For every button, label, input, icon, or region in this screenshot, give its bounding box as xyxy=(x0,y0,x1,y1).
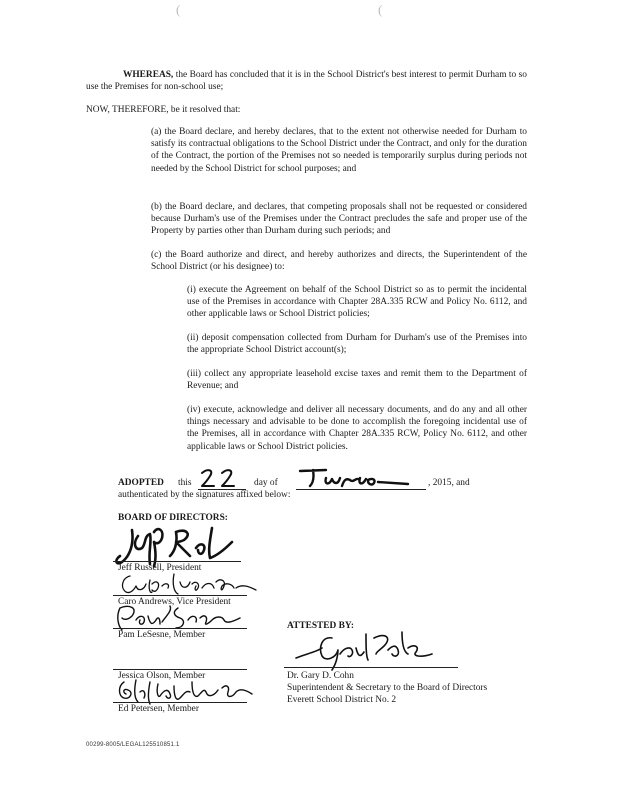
attester-district: Everett School District No. 2 xyxy=(287,695,397,705)
day-value: 22 xyxy=(198,466,199,467)
attester-title: Superintendent & Secretary to the Board of Directors xyxy=(287,683,488,693)
document-footer-id: 00299-8005/LEGAL125510851.1 xyxy=(86,742,180,748)
adopted-line2: authenticated by the signatures affixed below: xyxy=(118,490,291,500)
adopted-day-of: day of xyxy=(254,478,278,488)
month-underline xyxy=(296,489,426,490)
now-therefore-paragraph: NOW, THEREFORE, be it resolved that: xyxy=(86,105,241,115)
director-russell: Jeff Russell, President xyxy=(118,563,202,573)
clause-a: (a) the Board declare, and hereby declares, that to the extent not otherwise needed for Durham to satisfy its contractual obligations to the School District under the Contract, and only for the duration of the Contract, the portion of the Premises not so needed is temporarily surplus during periods not needed by the School District for school purposes; and xyxy=(151,127,527,174)
day-handwriting xyxy=(198,466,246,490)
whereas-text: the Board has concluded that it is in the School District's best interest to permit Durham to so use the Premises for non-school use; xyxy=(86,70,527,93)
subclause-i: (i) execute the Agreement on behalf of the School District so as to permit the incidental use of the Premises in accordance with Chapter 28A.335 RCW and Policy No. 6112, and other applicable laws or School District policies; xyxy=(187,285,527,320)
director-lesesne: Pam LeSesne, Member xyxy=(118,630,206,640)
clause-b: (b) the Board declare, and declares, that competing proposals shall not be requested or considered because Durham's use of the Premises under the Contract precludes the safe and proper use of the Property by parties other than Durham during such periods; and xyxy=(151,202,527,237)
director-andrews: Caro Andrews, Vice President xyxy=(118,597,231,607)
subclause-iv: (iv) execute, acknowledge and deliver all necessary documents, and do any and all other things necessary and advisable to be done to accomplish the foregoing incidental use of the Premises, all in accordance with Chapter 28A.335 RCW, Policy No. 6112, and other applicable laws or School District policies. xyxy=(187,405,527,452)
scan-mark-right: ( xyxy=(378,2,383,17)
whereas-keyword: WHEREAS, xyxy=(123,70,174,80)
adopted-keyword: ADOPTED xyxy=(118,478,164,488)
whereas-paragraph xyxy=(86,69,527,93)
lesesne-signature-line xyxy=(113,628,247,629)
attester-name: Dr. Gary D. Cohn xyxy=(287,671,354,681)
subclause-ii: (ii) deposit compensation collected from Durham for Durham's use of the Premises into the appropriate School District account(s); xyxy=(187,333,527,356)
subclause-iii: (iii) collect any appropriate leasehold excise taxes and remit them to the Department of Revenue; and xyxy=(187,369,527,392)
adopted-year: , 2015, and xyxy=(428,478,470,488)
olson-signature-line xyxy=(113,669,247,670)
month-handwriting xyxy=(298,466,418,490)
month-value: June xyxy=(298,466,300,467)
clause-c: (c) the Board authorize and direct, and hereby authorizes and directs, the Superintendent of the School District (or his designee) to: xyxy=(151,250,527,273)
cohn-signature-line xyxy=(284,667,458,668)
attested-heading: ATTESTED BY: xyxy=(287,621,354,631)
adopted-this: this xyxy=(178,478,192,488)
petersen-signature-line xyxy=(113,702,247,703)
director-petersen: Ed Petersen, Member xyxy=(118,704,199,714)
director-olson: Jessica Olson, Member xyxy=(118,671,206,681)
russell-signature-line xyxy=(113,561,241,562)
board-heading: BOARD OF DIRECTORS: xyxy=(118,513,228,523)
scan-mark-left: ( xyxy=(176,2,181,17)
andrews-signature-line xyxy=(113,595,247,596)
